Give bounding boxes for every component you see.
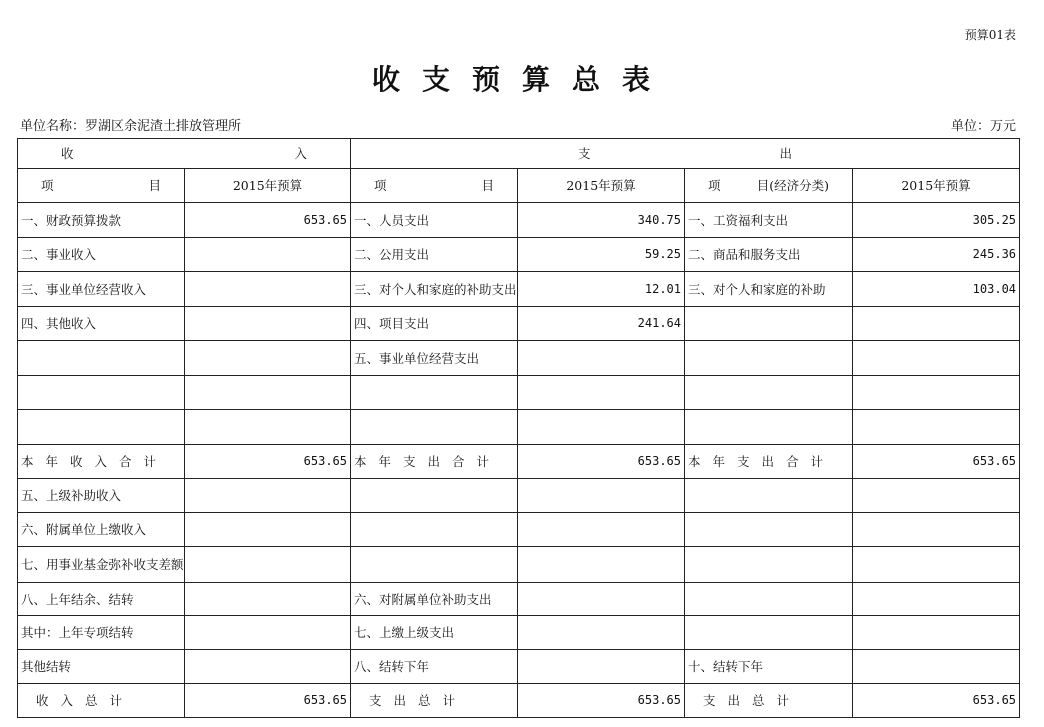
income-amount xyxy=(185,410,351,445)
total-row xyxy=(18,684,1020,718)
expense-amount xyxy=(518,479,685,513)
budget-header-expense: 2015年预算 xyxy=(518,169,685,203)
income-amount xyxy=(185,547,351,583)
expense-item: 一、人员支出 xyxy=(351,203,518,238)
econ-item xyxy=(685,583,853,616)
table-row xyxy=(18,307,1020,341)
econ-amount: 653.65 xyxy=(853,445,1020,479)
budget-header-income: 2015年预算 xyxy=(185,169,351,203)
expense-item: 八、结转下年 xyxy=(351,650,518,684)
income-amount xyxy=(185,272,351,307)
table-row xyxy=(18,616,1020,650)
expense-header: 支 出 xyxy=(351,139,1020,169)
table-row xyxy=(18,479,1020,513)
income-item: 本年收入合计 xyxy=(18,445,185,479)
income-amount xyxy=(185,616,351,650)
econ-item xyxy=(685,513,853,547)
expense-amount xyxy=(518,341,685,376)
econ-item xyxy=(685,307,853,341)
income-item: 一、财政预算拨款 xyxy=(18,203,185,238)
expense-amount xyxy=(518,650,685,684)
table-row xyxy=(18,583,1020,616)
econ-amount xyxy=(853,410,1020,445)
table-row xyxy=(18,203,1020,238)
econ-amount: 653.65 xyxy=(853,684,1020,718)
income-item: 二、事业收入 xyxy=(18,238,185,272)
expense-amount xyxy=(518,547,685,583)
expense-amount: 653.65 xyxy=(518,684,685,718)
income-item: 八、上年结余、结转 xyxy=(18,583,185,616)
table-row xyxy=(18,272,1020,307)
econ-item: 三、对个人和家庭的补助 xyxy=(685,272,853,307)
income-header: 收 入 xyxy=(18,139,351,169)
expense-item xyxy=(351,547,518,583)
expense-item: 七、上缴上级支出 xyxy=(351,616,518,650)
expense-amount: 241.64 xyxy=(518,307,685,341)
form-number: 预算01表 xyxy=(964,28,1016,42)
income-item xyxy=(18,376,185,410)
expense-amount: 59.25 xyxy=(518,238,685,272)
econ-amount xyxy=(853,376,1020,410)
expense-item: 本年支出合计 xyxy=(351,445,518,479)
table-row xyxy=(18,513,1020,547)
econ-amount xyxy=(853,616,1020,650)
item-header-income: 项 目 xyxy=(18,169,185,203)
income-amount: 653.65 xyxy=(185,445,351,479)
expense-item: 支出总计 xyxy=(351,684,518,718)
econ-item: 本年支出合计 xyxy=(685,445,853,479)
expense-item: 六、对附属单位补助支出 xyxy=(351,583,518,616)
income-item: 七、用事业基金弥补收支差额 xyxy=(18,547,185,583)
income-item: 三、事业单位经营收入 xyxy=(18,272,185,307)
econ-item xyxy=(685,341,853,376)
header-row-2 xyxy=(18,169,1020,203)
econ-amount xyxy=(853,650,1020,684)
income-amount xyxy=(185,513,351,547)
expense-item xyxy=(351,376,518,410)
econ-amount: 103.04 xyxy=(853,272,1020,307)
expense-item xyxy=(351,513,518,547)
item-header-expense: 项 目 xyxy=(351,169,518,203)
econ-item: 支出总计 xyxy=(685,684,853,718)
expense-amount xyxy=(518,513,685,547)
income-amount: 653.65 xyxy=(185,203,351,238)
table-row xyxy=(18,410,1020,445)
income-item: 其中：上年专项结转 xyxy=(18,616,185,650)
econ-amount xyxy=(853,513,1020,547)
income-amount xyxy=(185,341,351,376)
income-item: 五、上级补助收入 xyxy=(18,479,185,513)
econ-item xyxy=(685,376,853,410)
income-amount xyxy=(185,650,351,684)
income-amount xyxy=(185,583,351,616)
income-amount xyxy=(185,479,351,513)
econ-amount xyxy=(853,307,1020,341)
page-title: 收支预算总表 xyxy=(371,63,672,96)
econ-item xyxy=(685,479,853,513)
table-row xyxy=(18,238,1020,272)
table-row xyxy=(18,341,1020,376)
econ-item xyxy=(685,547,853,583)
expense-amount xyxy=(518,616,685,650)
econ-item: 一、工资福利支出 xyxy=(685,203,853,238)
expense-amount xyxy=(518,376,685,410)
expense-item xyxy=(351,479,518,513)
econ-item xyxy=(685,616,853,650)
table-row xyxy=(18,547,1020,583)
income-amount: 653.65 xyxy=(185,684,351,718)
econ-amount: 245.36 xyxy=(853,238,1020,272)
expense-item: 四、项目支出 xyxy=(351,307,518,341)
table-row xyxy=(18,376,1020,410)
econ-amount xyxy=(853,479,1020,513)
expense-item: 三、对个人和家庭的补助支出 xyxy=(351,272,518,307)
income-item: 其他结转 xyxy=(18,650,185,684)
expense-item: 二、公用支出 xyxy=(351,238,518,272)
expense-amount: 12.01 xyxy=(518,272,685,307)
income-item: 六、附属单位上缴收入 xyxy=(18,513,185,547)
income-amount xyxy=(185,238,351,272)
econ-item: 十、结转下年 xyxy=(685,650,853,684)
table-row xyxy=(18,650,1020,684)
expense-item: 五、事业单位经营支出 xyxy=(351,341,518,376)
income-amount xyxy=(185,376,351,410)
income-amount xyxy=(185,307,351,341)
unit-name: 单位名称：罗湖区余泥渣土排放管理所 xyxy=(20,119,242,134)
econ-item: 二、商品和服务支出 xyxy=(685,238,853,272)
budget-header-econ: 2015年预算 xyxy=(853,169,1020,203)
income-item: 收入总计 xyxy=(18,684,185,718)
expense-item xyxy=(351,410,518,445)
header-row-1 xyxy=(18,139,1020,169)
income-item: 四、其他收入 xyxy=(18,307,185,341)
expense-amount: 653.65 xyxy=(518,445,685,479)
expense-amount xyxy=(518,410,685,445)
income-item xyxy=(18,410,185,445)
econ-amount xyxy=(853,583,1020,616)
econ-amount: 305.25 xyxy=(853,203,1020,238)
expense-amount: 340.75 xyxy=(518,203,685,238)
currency-unit: 单位：万元 xyxy=(950,119,1016,134)
budget-summary-table xyxy=(17,138,1020,718)
expense-amount xyxy=(518,583,685,616)
subtotal-row xyxy=(18,445,1020,479)
econ-amount xyxy=(853,341,1020,376)
income-item xyxy=(18,341,185,376)
item-header-econ: 项 目(经济分类) xyxy=(685,169,853,203)
econ-item xyxy=(685,410,853,445)
econ-amount xyxy=(853,547,1020,583)
